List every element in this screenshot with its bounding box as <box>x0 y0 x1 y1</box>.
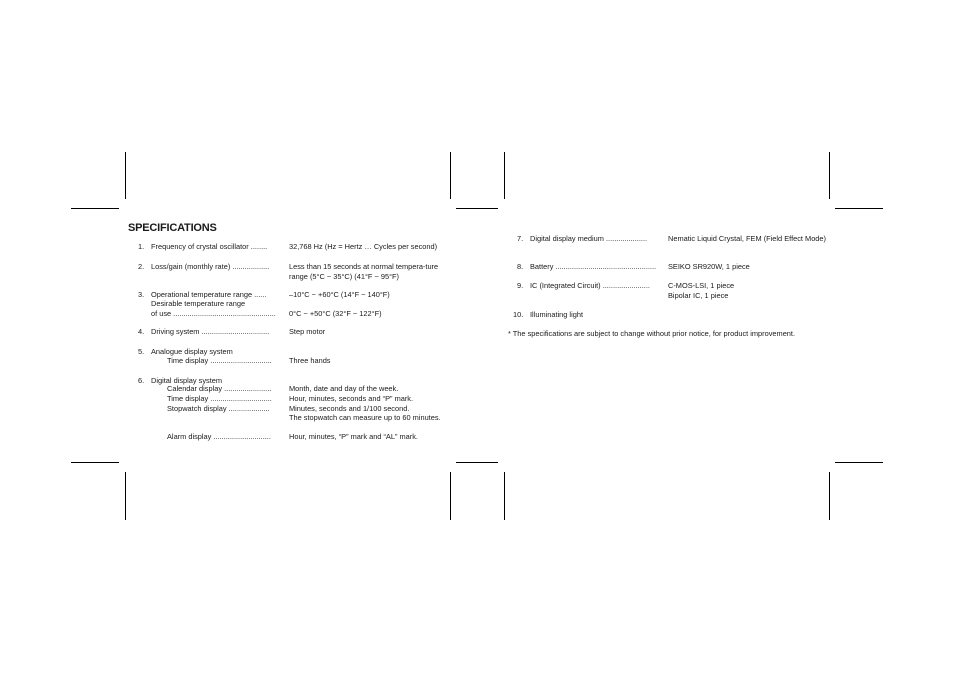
crop-mark-vertical <box>829 152 830 199</box>
spec-number: 4. <box>138 327 145 336</box>
spec-label: IC (Integrated Circuit) ....................... <box>530 281 650 290</box>
spec-label: Driving system ................................. <box>151 327 270 336</box>
spec-value: Less than 15 seconds at normal tempera-ture range (5°C ~ 35°C) (41°F ~ 95°F) <box>289 262 439 281</box>
spec-label: Digital display system <box>151 376 223 385</box>
spec-value: Hour, minutes, seconds and “P” mark. <box>289 394 414 403</box>
spec-label: Frequency of crystal oscillator ........ <box>151 242 268 251</box>
spec-value: –10°C ~ +60°C (14°F ~ 140°F) <box>289 290 390 299</box>
spec-value: Step motor <box>289 327 326 336</box>
spec-value-extra: The stopwatch can measure up to 60 minutes. <box>289 413 441 422</box>
footnote: * The specifications are subject to change without prior notice, for product improvement. <box>508 329 796 338</box>
crop-mark-horizontal <box>71 208 119 209</box>
spec-value: Bipolar IC, 1 piece <box>668 291 729 300</box>
spec-value: 32,768 Hz (Hz = Hertz … Cycles per second) <box>289 242 438 251</box>
spec-number: 10. <box>513 310 524 319</box>
spec-number: 5. <box>138 347 145 356</box>
spec-sublabel: Time display .............................. <box>167 394 272 403</box>
crop-mark-horizontal <box>456 208 498 209</box>
spec-label: Digital display medium .................... <box>530 234 648 243</box>
spec-sublabel: Alarm display ............................ <box>167 432 271 441</box>
spec-label: Illuminating light <box>530 310 583 319</box>
spec-value: Hour, minutes, “P” mark and “AL” mark. <box>289 432 418 441</box>
crop-mark-vertical <box>504 152 505 199</box>
page-title: SPECIFICATIONS <box>128 222 217 234</box>
spec-value: Month, date and day of the week. <box>289 384 399 393</box>
spec-number: 8. <box>517 262 524 271</box>
spec-number: 6. <box>138 376 145 385</box>
spec-number: 7. <box>517 234 524 243</box>
crop-mark-vertical <box>450 152 451 199</box>
spec-sublabel: of use .................................................. <box>151 309 276 318</box>
spec-value: Nematic Liquid Crystal, FEM (Field Effect Mode) <box>668 234 826 243</box>
crop-mark-horizontal <box>71 462 119 463</box>
spec-value: SEIKO SR920W, 1 piece <box>668 262 750 271</box>
spec-value: Minutes, seconds and 1/100 second. <box>289 404 410 413</box>
spec-label: Operational temperature range ...... <box>151 290 267 299</box>
spec-value: 0°C ~ +50°C (32°F ~ 122°F) <box>289 309 382 318</box>
spec-sublabel: Desirable temperature range <box>151 299 246 308</box>
crop-mark-vertical <box>125 152 126 199</box>
crop-mark-horizontal <box>835 462 883 463</box>
spec-sublabel: Stopwatch display .................... <box>167 404 270 413</box>
spec-value: Three hands <box>289 356 331 365</box>
spec-label: Battery ................................................. <box>530 262 657 271</box>
spec-label: Analogue display system <box>151 347 233 356</box>
spec-number: 2. <box>138 262 145 271</box>
spec-number: 9. <box>517 281 524 290</box>
spec-label: Loss/gain (monthly rate) .................. <box>151 262 270 271</box>
spec-sublabel: Time display .............................. <box>167 356 272 365</box>
crop-mark-vertical <box>450 472 451 520</box>
spec-number: 3. <box>138 290 145 299</box>
spec-sublabel: Calendar display ....................... <box>167 384 272 393</box>
crop-mark-horizontal <box>456 462 498 463</box>
spec-number: 1. <box>138 242 145 251</box>
spec-value: C-MOS-LSI, 1 piece <box>668 281 735 290</box>
crop-mark-horizontal <box>835 208 883 209</box>
crop-mark-vertical <box>125 472 126 520</box>
crop-mark-vertical <box>504 472 505 520</box>
crop-mark-vertical <box>829 472 830 520</box>
